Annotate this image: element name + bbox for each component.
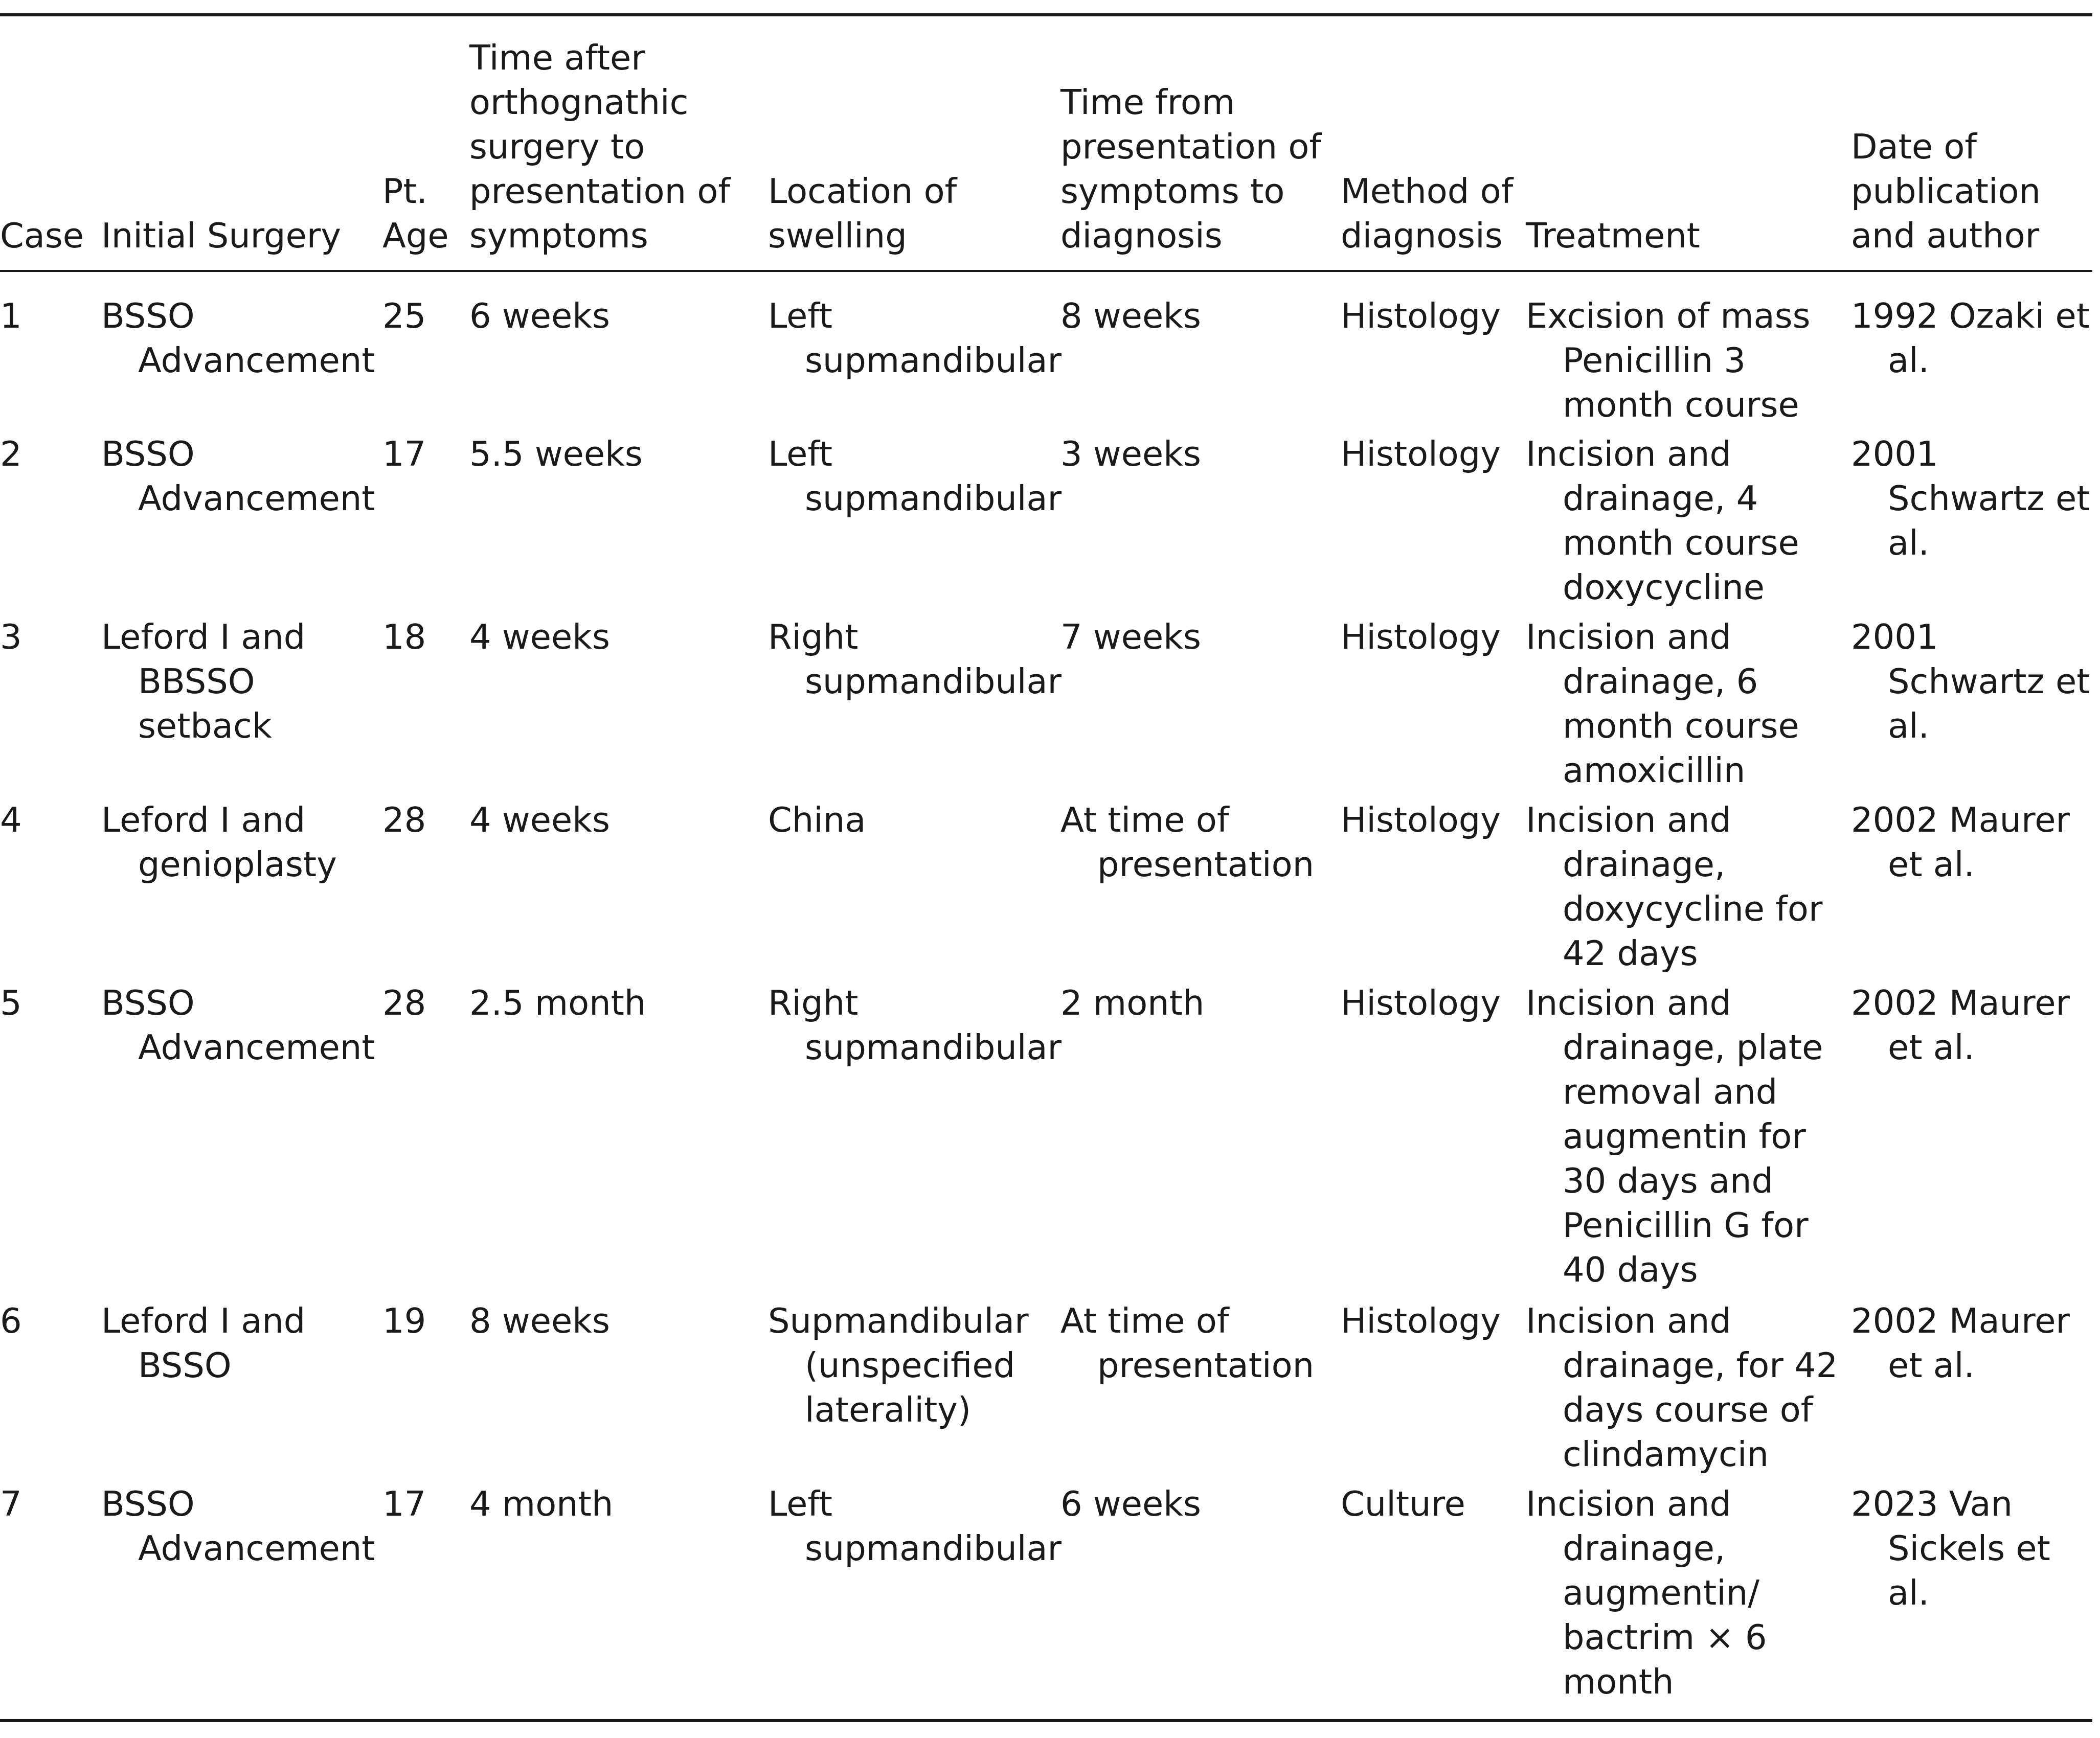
cell-method: Histology [1341,296,1501,336]
cell-location: Right supmandibular [768,617,1062,701]
table-row [0,1482,2092,1712]
top-rule [0,13,2092,16]
cell-method: Histology [1341,983,1501,1023]
cell-initial-surgery: BSSO Advancement [101,983,375,1067]
cell-time-after-surgery: 5.5 weeks [469,434,643,474]
cell-location: Left supmandibular [768,296,1062,380]
cell-treatment: Incision and drainage, doxycycline for 42 days [1526,800,1823,973]
cell-location: Left supmandibular [768,1484,1062,1568]
cell-initial-surgery: Leford I and BSSO [101,1301,306,1385]
header-method: Method of diagnosis [1341,171,1514,256]
cell-publication: 2023 Van Sickels et al. [1851,1484,2050,1613]
table-body [0,258,2092,1712]
cell-initial-surgery: BSSO Advancement [101,1484,375,1568]
cell-initial-surgery: Leford I and BBSSO setback [101,617,306,746]
cell-location: Supmandibular (unspecified laterality) [768,1301,1029,1430]
table-row [0,1299,2092,1482]
bottom-rule [0,1719,2092,1722]
cell-case: 1 [0,296,22,336]
header-case: Case [0,216,84,256]
cell-time-to-diagnosis: 6 weeks [1060,1484,1201,1524]
cell-time-to-diagnosis: 7 weeks [1060,617,1201,657]
cell-initial-surgery: BSSO Advancement [101,296,375,380]
cell-time-after-surgery: 2.5 month [469,983,646,1023]
cell-age: 28 [382,800,426,840]
cell-age: 25 [382,296,426,336]
cell-case: 2 [0,434,22,474]
cell-location: Left supmandibular [768,434,1062,518]
cell-method: Culture [1341,1484,1465,1524]
cell-method: Histology [1341,800,1501,840]
cell-time-to-diagnosis: At time of presentation [1060,800,1315,884]
cell-time-after-surgery: 6 weeks [469,296,610,336]
cell-method: Histology [1341,434,1501,474]
cell-publication: 2001 Schwartz et al. [1851,434,2090,563]
table-row [0,432,2092,615]
cell-location: China [768,800,866,840]
cell-initial-surgery: BSSO Advancement [101,434,375,518]
case-table [0,36,2092,1712]
cell-time-after-surgery: 4 weeks [469,800,610,840]
cell-age: 28 [382,983,426,1023]
cell-case: 4 [0,800,22,840]
table-row [0,981,2092,1299]
cell-age: 17 [382,1484,426,1524]
header-treatment: Treatment [1526,216,1700,256]
cell-publication: 2001 Schwartz et al. [1851,617,2090,746]
header-age: Pt. Age [382,171,449,256]
cell-treatment: Incision and drainage, augmentin/ bactrim × 6 month [1526,1484,1767,1702]
cell-publication: 2002 Maurer et al. [1851,800,2070,884]
cell-case: 5 [0,983,22,1023]
table-row [0,258,2092,432]
header-location: Location of swelling [768,171,957,256]
cell-case: 3 [0,617,22,657]
table-header [0,36,2092,258]
header-time-after-surgery: Time after orthognathic surgery to presentation of symptoms [469,38,730,256]
header-initial-surgery: Initial Surgery [101,216,341,256]
cell-age: 18 [382,617,426,657]
cell-time-to-diagnosis: 2 month [1060,983,1205,1023]
cell-time-to-diagnosis: 8 weeks [1060,296,1201,336]
cell-time-after-surgery: 4 weeks [469,617,610,657]
cell-method: Histology [1341,1301,1501,1341]
cell-treatment: Incision and drainage, 4 month course doxycycline [1526,434,1799,607]
cell-age: 17 [382,434,426,474]
cell-publication: 2002 Maurer et al. [1851,983,2070,1067]
cell-time-to-diagnosis: At time of presentation [1060,1301,1315,1385]
cell-location: Right supmandibular [768,983,1062,1067]
cell-method: Histology [1341,617,1501,657]
cell-initial-surgery: Leford I and genioplasty [101,800,337,884]
header-publication: Date of publication and author [1851,127,2041,256]
cell-time-to-diagnosis: 3 weeks [1060,434,1201,474]
cell-age: 19 [382,1301,426,1341]
cell-publication: 2002 Maurer et al. [1851,1301,2070,1385]
table-row [0,615,2092,798]
cell-time-after-surgery: 8 weeks [469,1301,610,1341]
cell-treatment: Incision and drainage, for 42 days course of clindamycin [1526,1301,1838,1474]
table-row [0,798,2092,981]
cell-case: 6 [0,1301,22,1341]
cell-case: 7 [0,1484,22,1524]
cell-treatment: Incision and drainage, 6 month course amoxicillin [1526,617,1799,790]
header-time-to-diagnosis: Time from presentation of symptoms to diagnosis [1060,82,1321,256]
cell-time-after-surgery: 4 month [469,1484,614,1524]
cell-treatment: Excision of mass Penicillin 3 month course [1526,296,1811,425]
cell-treatment: Incision and drainage, plate removal and augmentin for 30 days and Penicillin G for 40 days [1526,983,1823,1290]
cell-publication: 1992 Ozaki et al. [1851,296,2090,380]
